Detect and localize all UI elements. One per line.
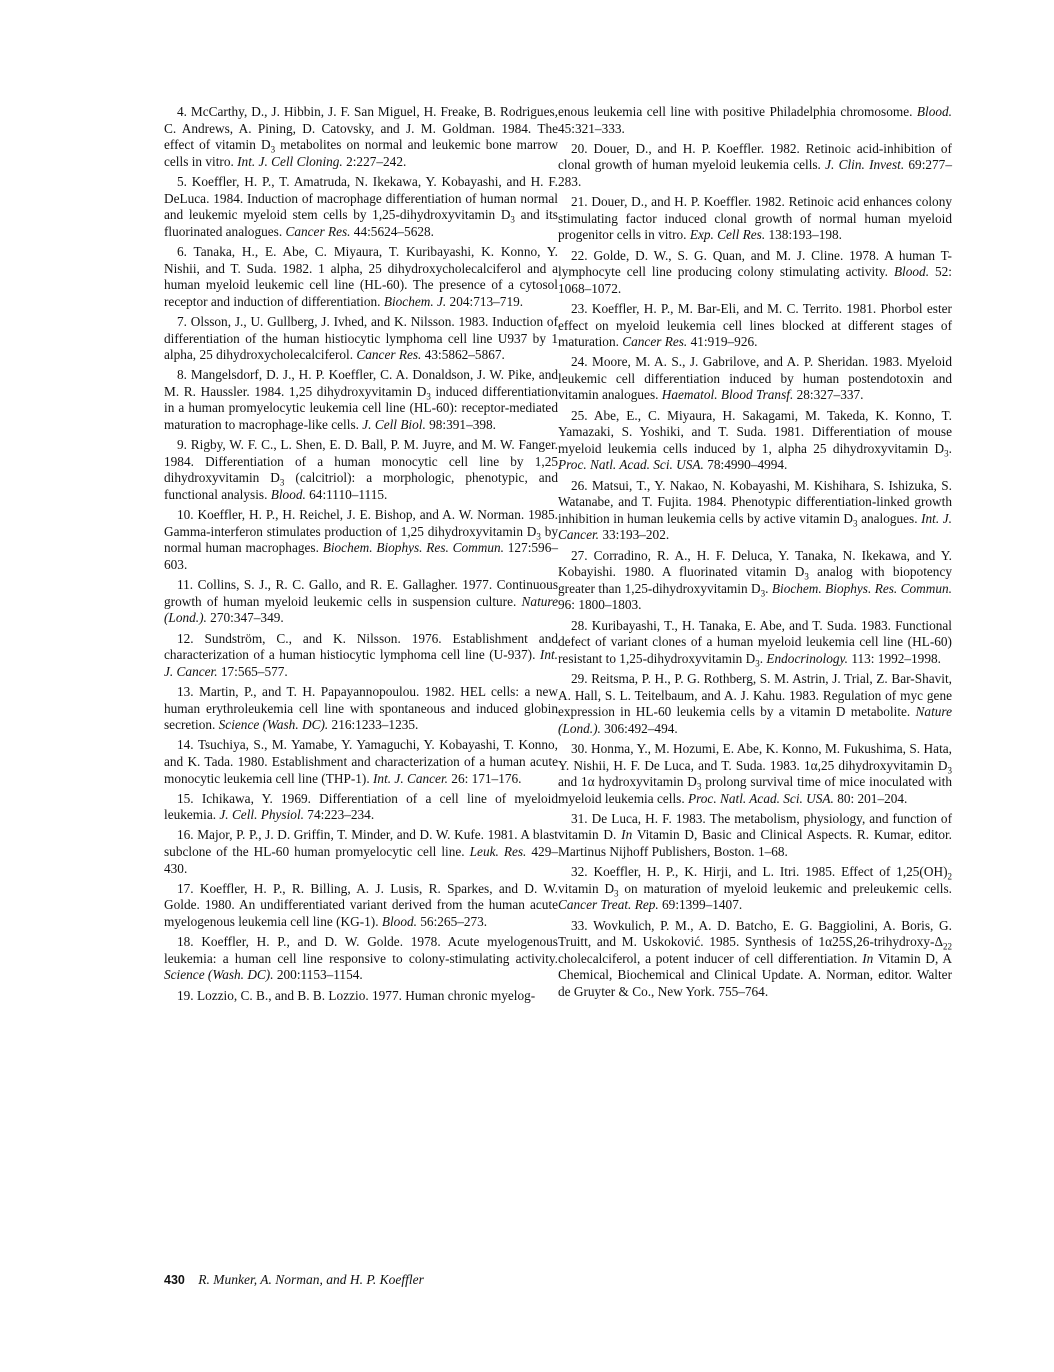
- reference-text: 113: 1992–1998.: [848, 650, 941, 666]
- reference-text: 45:321–333.: [558, 120, 625, 136]
- reference-text: .: [765, 580, 772, 596]
- reference-entry: [558, 864, 952, 914]
- reference-text: 41:919–926.: [687, 334, 758, 350]
- reference-text: 13. Martin, P., and T. H. Papayannopoulou. 1982. HEL cells: a new human erythroleukemia cell line with spontaneous and induced globin secretion.: [164, 683, 558, 733]
- reference-text: 8. Mangelsdorf, D. J., H. P. Koeffler, C. A. Donaldson, J. W. Pike, and M. R. Haussler. 1984. 1,25 dihydroxyvitamin D: [164, 367, 558, 399]
- reference-text: .: [948, 440, 952, 456]
- reference-text: 24. Moore, M. A. S., J. Gabrilove, and A. P. Sheridan. 1983. Myeloid leukemic cell differentiation induced by human postendotoxin and vitamin analogues.: [558, 354, 952, 403]
- reference-entry: [558, 301, 952, 351]
- journal-title: Nature (Lond.).: [164, 593, 558, 626]
- reference-text: 52: 1068–1072.: [558, 264, 952, 296]
- reference-text: 2:227–242.: [342, 153, 407, 169]
- reference-entry: [558, 104, 952, 137]
- reference-text: 26. Matsui, T., Y. Nakao, N. Kobayashi, M. Kishihara, S. Ishizuka, S. Watanabe, and T. Fujita. 1984. Phenotypic differentiation-linked growth inhibition in human leukemia cells by active vitamin D: [558, 477, 952, 526]
- journal-title: Blood.: [270, 487, 306, 503]
- journal-title: Endocrinology.: [766, 650, 848, 666]
- reference-text: 5. Koeffler, H. P., T. Amatruda, N. Ikekawa, Y. Kobayashi, and H. F. DeLuca. 1984. Induction of macrophage differentiation of human normal and leukemic myeloid stem cells by 1,25-dihydroxyvitamin D: [164, 173, 558, 223]
- reference-entry: [558, 811, 952, 861]
- journal-title: Exp. Cell Res.: [689, 227, 766, 243]
- subscript: 2: [947, 871, 952, 882]
- journal-title: J. Clin. Invest.: [825, 157, 905, 173]
- reference-entry: [558, 354, 952, 404]
- reference-text: and its fluorinated analogues.: [164, 207, 558, 239]
- reference-text: 270:347–349.: [206, 610, 284, 626]
- reference-text: by normal human macrophages.: [164, 523, 559, 556]
- journal-title: Science (Wash. DC).: [164, 967, 274, 983]
- journal-title: J. Cell. Physiol.: [219, 807, 304, 823]
- reference-text: 44:5624–5628.: [350, 223, 434, 239]
- reference-text: induced differentiation in a human promyelocytic leukemia cell line (HL-60): receptor-mediated maturation to macrophage-like cells.: [164, 383, 558, 433]
- reference-text: 216:1233–1235.: [328, 717, 419, 733]
- journal-title: Biochem. Biophys. Res. Commun.: [771, 580, 952, 596]
- reference-entry: [558, 408, 952, 474]
- reference-text: .: [759, 650, 767, 666]
- reference-entry: [164, 791, 558, 824]
- reference-text: 43:5862–5867.: [421, 347, 505, 363]
- reference-text: on maturation of myeloid leukemic and preleukemic cells.: [618, 880, 952, 896]
- subscript: 3: [510, 214, 515, 225]
- journal-title: In: [862, 950, 874, 966]
- reference-entry: [164, 437, 558, 503]
- reference-text: 127:596–603.: [164, 540, 558, 572]
- journal-title: Leuk. Res.: [469, 844, 527, 860]
- reference-text: prolong survival time of mice inoculated with myeloid leukemia cells.: [558, 774, 952, 806]
- reference-text: 22. Golde, D. W., S. G. Quan, and M. J. Cline. 1978. A human T-lymphocyte cell line producing colony stimulating activity.: [558, 247, 952, 280]
- reference-text: analogues.: [857, 510, 922, 526]
- reference-text: 25. Abe, E., C. Miyaura, H. Sakagami, M. Takeda, K. Konno, T. Yamazaki, S. Yoshiki, and T. Suda. 1981. Differentiation of mouse myeloid leukemia cells induced by 1, alpha 25 dihydroxyvitamin D: [558, 407, 952, 456]
- subscript: 3: [426, 391, 431, 402]
- reference-text: 4. McCarthy, D., J. Hibbin, J. F. San Miguel, H. Freake, B. Rodrigues, C. Andrews, A. Pining, D. Catovsky, and J. M. Goldman. 1984. The effect of vitamin D: [164, 104, 558, 153]
- reference-text: 21. Douer, D., and H. P. Koeffler. 1982. Retinoic acid enhances colony stimulating factor induced clonal growth of normal human myeloid progenitor cells in vitro.: [558, 194, 952, 243]
- journal-title: Int. J. Cell Cloning.: [237, 153, 343, 169]
- journal-title: Blood.: [916, 104, 952, 119]
- reference-text: 78:4990–4994.: [703, 457, 788, 473]
- journal-title: Haematol. Blood Transf.: [661, 387, 794, 403]
- reference-entry: [164, 577, 558, 627]
- journal-title: Nature (Lond.).: [558, 704, 952, 736]
- subscript: 3: [853, 518, 858, 529]
- reference-text: 64:1110–1115.: [305, 487, 388, 503]
- reference-text: 16. Major, P. P., J. D. Griffin, T. Minder, and D. W. Kufe. 1981. A blast subclone of the HL-60 human promyelocytic cell line.: [164, 827, 558, 860]
- journal-title: Biochem. Biophys. Res. Commun.: [322, 540, 504, 556]
- subscript: 3: [536, 531, 541, 542]
- running-authors: R. Munker, A. Norman, and H. P. Koeffler: [198, 1272, 424, 1287]
- reference-text: 200:1153–1154.: [273, 967, 363, 983]
- reference-text: vitamin D: [558, 880, 615, 896]
- reference-text: 18. Koeffler, H. P., and D. W. Golde. 1978. Acute myelogenous leukemia: a human cell line responsive to colony-stimulating activity.: [164, 934, 558, 966]
- reference-text: 7. Olsson, J., U. Gullberg, J. Ivhed, and K. Nilsson. 1983. Induction of differentiation of the human histiocytic lymphoma cell line U937 by 1 alpha, 25 dihydroxycholecalciferol.: [164, 313, 558, 363]
- reference-entry: [558, 548, 952, 614]
- subscript: 3: [944, 448, 949, 459]
- journal-title: Biochem. J.: [383, 293, 447, 309]
- reference-text: 96: 1800–1803.: [558, 597, 642, 613]
- subscript: 22: [943, 941, 952, 952]
- page-number: 430: [164, 1273, 185, 1287]
- reference-text: 19. Lozzio, C. B., and B. B. Lozzio. 1977. Human chronic myelog-: [177, 987, 536, 1003]
- reference-text: 11. Collins, S. J., R. C. Gallo, and R. E. Gallagher. 1977. Continuous growth of human myeloid leukemic cells in suspension culture.: [164, 577, 558, 609]
- reference-entry: [164, 881, 558, 931]
- reference-text: cholecalciferol, a potent inducer of cell differentiation.: [558, 950, 863, 966]
- journal-title: Cancer Treat. Rep.: [558, 897, 659, 913]
- reference-text: 6. Tanaka, H., E. Abe, C. Miyaura, T. Kuribayashi, K. Konno, Y. Nishii, and T. Suda. 1982. 1 alpha, 25 dihydroxycholecalciferol and a human myeloid leukemic cell line (HL-60). The presence of a cytosol receptor and induction of differentiation.: [164, 243, 558, 309]
- reference-text: 98:391–398.: [425, 417, 496, 433]
- journal-title: Proc. Natl. Acad. Sci. USA.: [687, 790, 834, 806]
- reference-text: 30. Honma, Y., M. Hozumi, E. Abe, K. Konno, M. Fukushima, S. Hata, Y. Nishii, H. F. De Luca, and T. Suda. 1983. 1α,25 dihydroxyvitamin D: [558, 740, 952, 773]
- subscript: 3: [279, 478, 285, 489]
- reference-entry: [558, 618, 952, 668]
- reference-text: (calcitriol): a morphologic, phenotypic, and functional analysis.: [164, 470, 558, 503]
- reference-text: 306:492–494.: [600, 720, 678, 736]
- reference-text: 28. Kuribayashi, T., H. Tanaka, E. Abe, and T. Suda. 1983. Functional defect of variant clones of a human myeloid leukemia cell line (HL-60) resistant to 1,25-dihydroxyvitamin D: [558, 617, 952, 666]
- reference-entry: [164, 737, 558, 787]
- reference-entry: [164, 507, 558, 573]
- reference-text: 204:713–719.: [446, 293, 524, 309]
- reference-text: 15. Ichikawa, Y. 1969. Differentiation of a cell line of myeloid leukemia.: [164, 790, 558, 823]
- reference-text: and 1α hydroxyvitamin D: [558, 774, 697, 790]
- journal-title: Blood.: [893, 264, 930, 280]
- subscript: 3: [947, 765, 952, 776]
- journal-title: Science (Wash. DC).: [218, 717, 329, 733]
- reference-text: 29. Reitsma, P. H., P. G. Rothberg, S. M. Astrin, J. Trial, Z. Bar-Shavit, A. Hall, S. L. Teitelbaum, and A. J. Kahu. 1983. Regulation of myc gene expression in HL-60 leukemia cells by a vitamin D metabolite.: [558, 670, 952, 720]
- reference-entry: [164, 244, 558, 310]
- reference-entry: [164, 104, 558, 170]
- reference-entry: [558, 671, 952, 737]
- journal-title: Cancer Res.: [285, 223, 351, 239]
- reference-entry: [558, 918, 952, 1001]
- reference-text: 138:193–198.: [765, 227, 842, 243]
- reference-text: 69:1399–1407.: [658, 897, 743, 913]
- reference-entry: [558, 194, 952, 244]
- reference-entry: [164, 988, 558, 1005]
- reference-text: 56:265–273.: [416, 914, 488, 930]
- reference-text: 74:223–234.: [303, 807, 375, 823]
- reference-entry: [164, 684, 558, 734]
- page-footer: [164, 1272, 424, 1288]
- reference-text: 17:565–577.: [217, 663, 288, 679]
- subscript: 3: [804, 571, 809, 582]
- reference-text: Vitamin D, A Chemical, Biochemical and Clinical Update. A. Norman, editor. Walter de Gruyter & Co., New York. 755–764.: [558, 950, 953, 999]
- reference-text: 28:327–337.: [793, 387, 864, 403]
- journal-title: Int. J. Cancer.: [558, 510, 952, 543]
- reference-entry: [164, 314, 558, 364]
- reference-text: 27. Corradino, R. A., H. F. Deluca, Y. Tanaka, N. Ikekawa, and Y. Kobayishi. 1980. A fluorinated vitamin D: [558, 547, 952, 580]
- reference-text: 12. Sundström, C., and K. Nilsson. 1976. Establishment and characterization of a human histiocytic lymphoma cell line (U-937).: [164, 630, 558, 663]
- reference-text: 26: 171–176.: [447, 770, 522, 786]
- reference-text: 80: 201–204.: [833, 790, 908, 806]
- subscript: 3: [270, 144, 276, 155]
- left-column: [164, 104, 558, 1008]
- subscript: 3: [760, 588, 766, 599]
- reference-text: analog with biopotency greater than 1,25-dihydroxyvitamin D: [558, 564, 952, 596]
- reference-text: 429–430.: [164, 844, 558, 876]
- right-column: [558, 104, 952, 1004]
- reference-text: 31. De Luca, H. F. 1983. The metabolism, physiology, and function of vitamin D.: [558, 810, 952, 843]
- journal-title: Int. J. Cancer.: [373, 770, 448, 786]
- reference-entry: [558, 141, 952, 191]
- reference-entry: [164, 367, 558, 433]
- reference-text: 33:193–202.: [599, 527, 670, 543]
- journal-title: Blood.: [381, 914, 417, 930]
- reference-entry: [164, 174, 558, 240]
- subscript: 3: [614, 888, 619, 899]
- reference-entry: [558, 478, 952, 544]
- subscript: 3: [696, 781, 702, 792]
- reference-text: 9. Rigby, W. F. C., L. Shen, E. D. Ball, P. M. Juyre, and M. W. Fanger. 1984. Differentiation of a human monocytic cell line by 1,25 dihydroxyvitamin D: [164, 437, 558, 486]
- reference-text: enous leukemia cell line with positive Philadelphia chromosome.: [558, 104, 917, 119]
- subscript: 3: [755, 658, 760, 669]
- journal-title: Int. J. Cancer.: [164, 647, 558, 679]
- journal-title: Cancer Res.: [356, 347, 422, 363]
- reference-text: Vitamin D, Basic and Clinical Aspects. R. Kumar, editor. Martinus Nijhoff Publishers, Boston. 1–68.: [558, 827, 952, 860]
- journal-title: Cancer Res.: [622, 334, 688, 350]
- reference-entry: [558, 248, 952, 298]
- journal-title: In: [621, 827, 633, 843]
- reference-text: 32. Koeffler, H. P., K. Hirji, and L. Itri. 1985. Effect of 1,25(OH): [571, 864, 948, 880]
- journal-title: Proc. Natl. Acad. Sci. USA.: [558, 457, 704, 473]
- reference-text: 23. Koeffler, H. P., M. Bar-Eli, and M. C. Territo. 1981. Phorbol ester effect on myeloid leukemia cell lines blocked at different stages of maturation.: [558, 300, 952, 350]
- reference-entry: [164, 827, 558, 877]
- reference-text: 10. Koeffler, H. P., H. Reichel, J. E. Bishop, and A. W. Norman. 1985. Gamma-interferon stimulates production of 1,25 dihydroxyvitamin D: [164, 507, 558, 539]
- reference-entry: [164, 934, 558, 984]
- reference-text: 69:277–283.: [558, 157, 952, 189]
- reference-entry: [164, 631, 558, 681]
- reference-text: 33. Wovkulich, P. M., A. D. Batcho, E. G. Baggiolini, A. Boris, G. Truitt, and M. Uskoković. 1985. Synthesis of 1α25S,26-trihydroxy-Δ: [558, 917, 952, 950]
- reference-text: 17. Koeffler, H. P., R. Billing, A. J. Lusis, R. Sparkes, and D. W. Golde. 1980. An undifferentiated variant derived from the human acute myelogenous leukemia cell line (KG-1).: [164, 880, 558, 930]
- journal-title: J. Cell Biol.: [362, 417, 426, 433]
- reference-text: 20. Douer, D., and H. P. Koeffler. 1982. Retinoic acid-inhibition of clonal growth of human myeloid leukemia cells.: [558, 140, 952, 173]
- reference-entry: [558, 741, 952, 807]
- reference-text: metabolites on normal and leukemic bone marrow cells in vitro.: [164, 137, 558, 169]
- reference-text: 14. Tsuchiya, S., M. Yamabe, Y. Yamaguchi, Y. Kobayashi, T. Konno, and K. Tada. 1980. Establishment and characterization of a human acute monocytic leukemia cell line (THP-1).: [164, 737, 558, 786]
